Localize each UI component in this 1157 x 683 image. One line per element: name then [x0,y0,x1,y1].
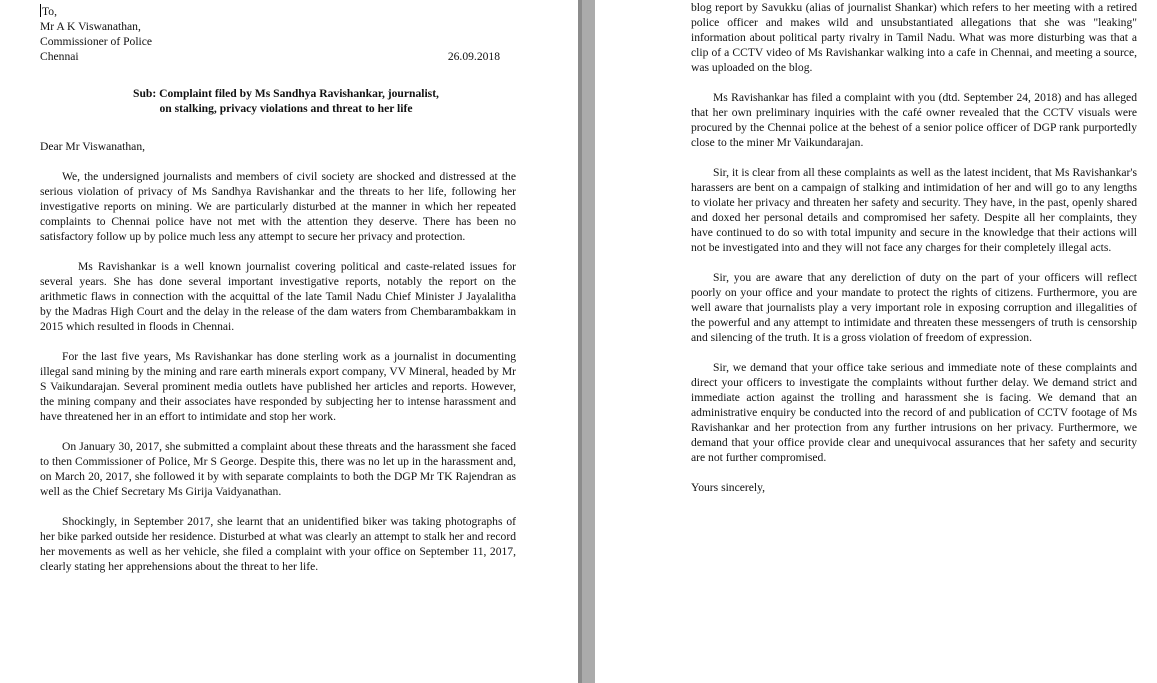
document-page-left[interactable] [0,0,578,683]
subject-block [40,86,516,116]
paragraph-8: Sir, it is clear from all these complaints as well as the latest incident, that Ms Ravishankar's harassers are bent on a campaign of stalking and intimidation of her and will go to any lengths to violate her privacy and threaten her safety and security. They have, in the past, openly shared and doxed her personal details and compromised her safety. Despite all her complaints, they have continued to do so with total impunity and secure in the knowledge that their actions will not be investigated into and they will not face any charges for their completely illegal acts. [691,166,1137,254]
recipient-city: Chennai [40,50,79,63]
to-line: To, [42,5,57,18]
paragraph-1: We, the undersigned journalists and members of civil society are shocked and distressed at the serious violation of privacy of Ms Sandhya Ravishankar and the threats to her life, following her investigative reports on mining. We are particularly disturbed at the manner in which her repeated complaints to Chennai police have not met with the attention they deserve. There has been no satisfactory follow up by police much less any attempt to secure her privacy and protection. [40,170,516,243]
recipient-name: Mr A K Viswanathan, [40,20,141,33]
subject-line-1: Sub: Complaint filed by Ms Sandhya Ravishankar, journalist, [133,87,439,100]
page-gutter-shadow [578,0,582,683]
closing: Yours sincerely, [691,481,766,494]
city-date-row [40,49,516,64]
text-cursor [40,4,41,17]
document-page-right[interactable] [595,0,1157,683]
paragraph-6: blog report by Savukku (alias of journalist Shankar) which refers to her meeting with a retired police officer and makes wild and unsubstantiated allegations that she was "leaking" information about political party rivalry in Tamil Nadu. What was more disturbing was that a clip of a CCTV video of Ms Ravishankar walking into a cafe in Chennai, and meeting a source, was uploaded on the blog. [691,1,1137,74]
paragraph-2: Ms Ravishankar is a well known journalist covering political and caste-related issues for several years. She has done several important investigative reports, notably the report on the arithmetic flaws in connection with the acquittal of the late Tamil Nadu Chief Minister J Jayalalitha by the Madras High Court and the delay in the release of the dam waters from Chembarambakkam in 2015 which resulted in floods in Chennai. [40,260,516,333]
salutation: Dear Mr Viswanathan, [40,140,146,153]
letter-date: 26.09.2018 [447,50,500,63]
recipient-title: Commissioner of Police [40,35,153,48]
paragraph-5: Shockingly, in September 2017, she learnt that an unidentified biker was taking photographs of her bike parked outside her residence. Disturbed at what was clearly an attempt to stalk her and record her movements as well as her vehicle, she filed a complaint with your office on September 11, 2017, clearly stating her apprehensions about the threat to her life. [40,515,516,573]
subject-line-2: on stalking, privacy violations and threat to her life [159,102,413,115]
paragraph-9: Sir, you are aware that any dereliction of duty on the part of your officers will reflect poorly on your office and your mandate to protect the rights of citizens. Furthermore, you are well aware that journalists play a very important role in exposing corruption and illegalities of the powerful and any attempt to intimidate and threaten these messengers of truth is censorship and silencing of the truth. It is a gross violation of freedom of expression. [691,271,1137,344]
paragraph-4: On January 30, 2017, she submitted a complaint about these threats and the harassment she faced to then Commissioner of Police, Mr S George. Despite this, there was no let up in the harassment and, on March 20, 2017, she followed it by with separate complaints to both the DGP Mr TK Rajendran as well as the Chief Secretary Ms Girija Vaidyanathan. [40,440,516,498]
paragraph-7: Ms Ravishankar has filed a complaint with you (dtd. September 24, 2018) and has alleged that her own preliminary inquiries with the café owner revealed that the CCTV visuals were procured by the Chennai police at the behest of a senior police officer of DGP rank purportedly close to the miner Mr Vaikundarajan. [691,91,1137,149]
paragraph-10: Sir, we demand that your office take serious and immediate note of these complaints and direct your officers to investigate the complaints without further delay. We demand strict and immediate action against the trolling and harassment she is facing. We demand that an administrative enquiry be conducted into the record of and publication of CCTV footage of Ms Ravishankar and her protection from any further intrusions on her privacy. Furthermore, we demand that your office provide clear and unequivocal assurances that her safety and security are not further compromised. [691,361,1137,464]
paragraph-3: For the last five years, Ms Ravishankar has done sterling work as a journalist in documenting illegal sand mining by the mining and rare earth minerals export company, VV Mineral, headed by Mr S Vaikundarajan. Several prominent media outlets have published her articles and reports. However, the mining company and their associates have responded by subjecting her to intense harassment and have threatened her in an effort to intimidate and stop her work. [40,350,516,423]
